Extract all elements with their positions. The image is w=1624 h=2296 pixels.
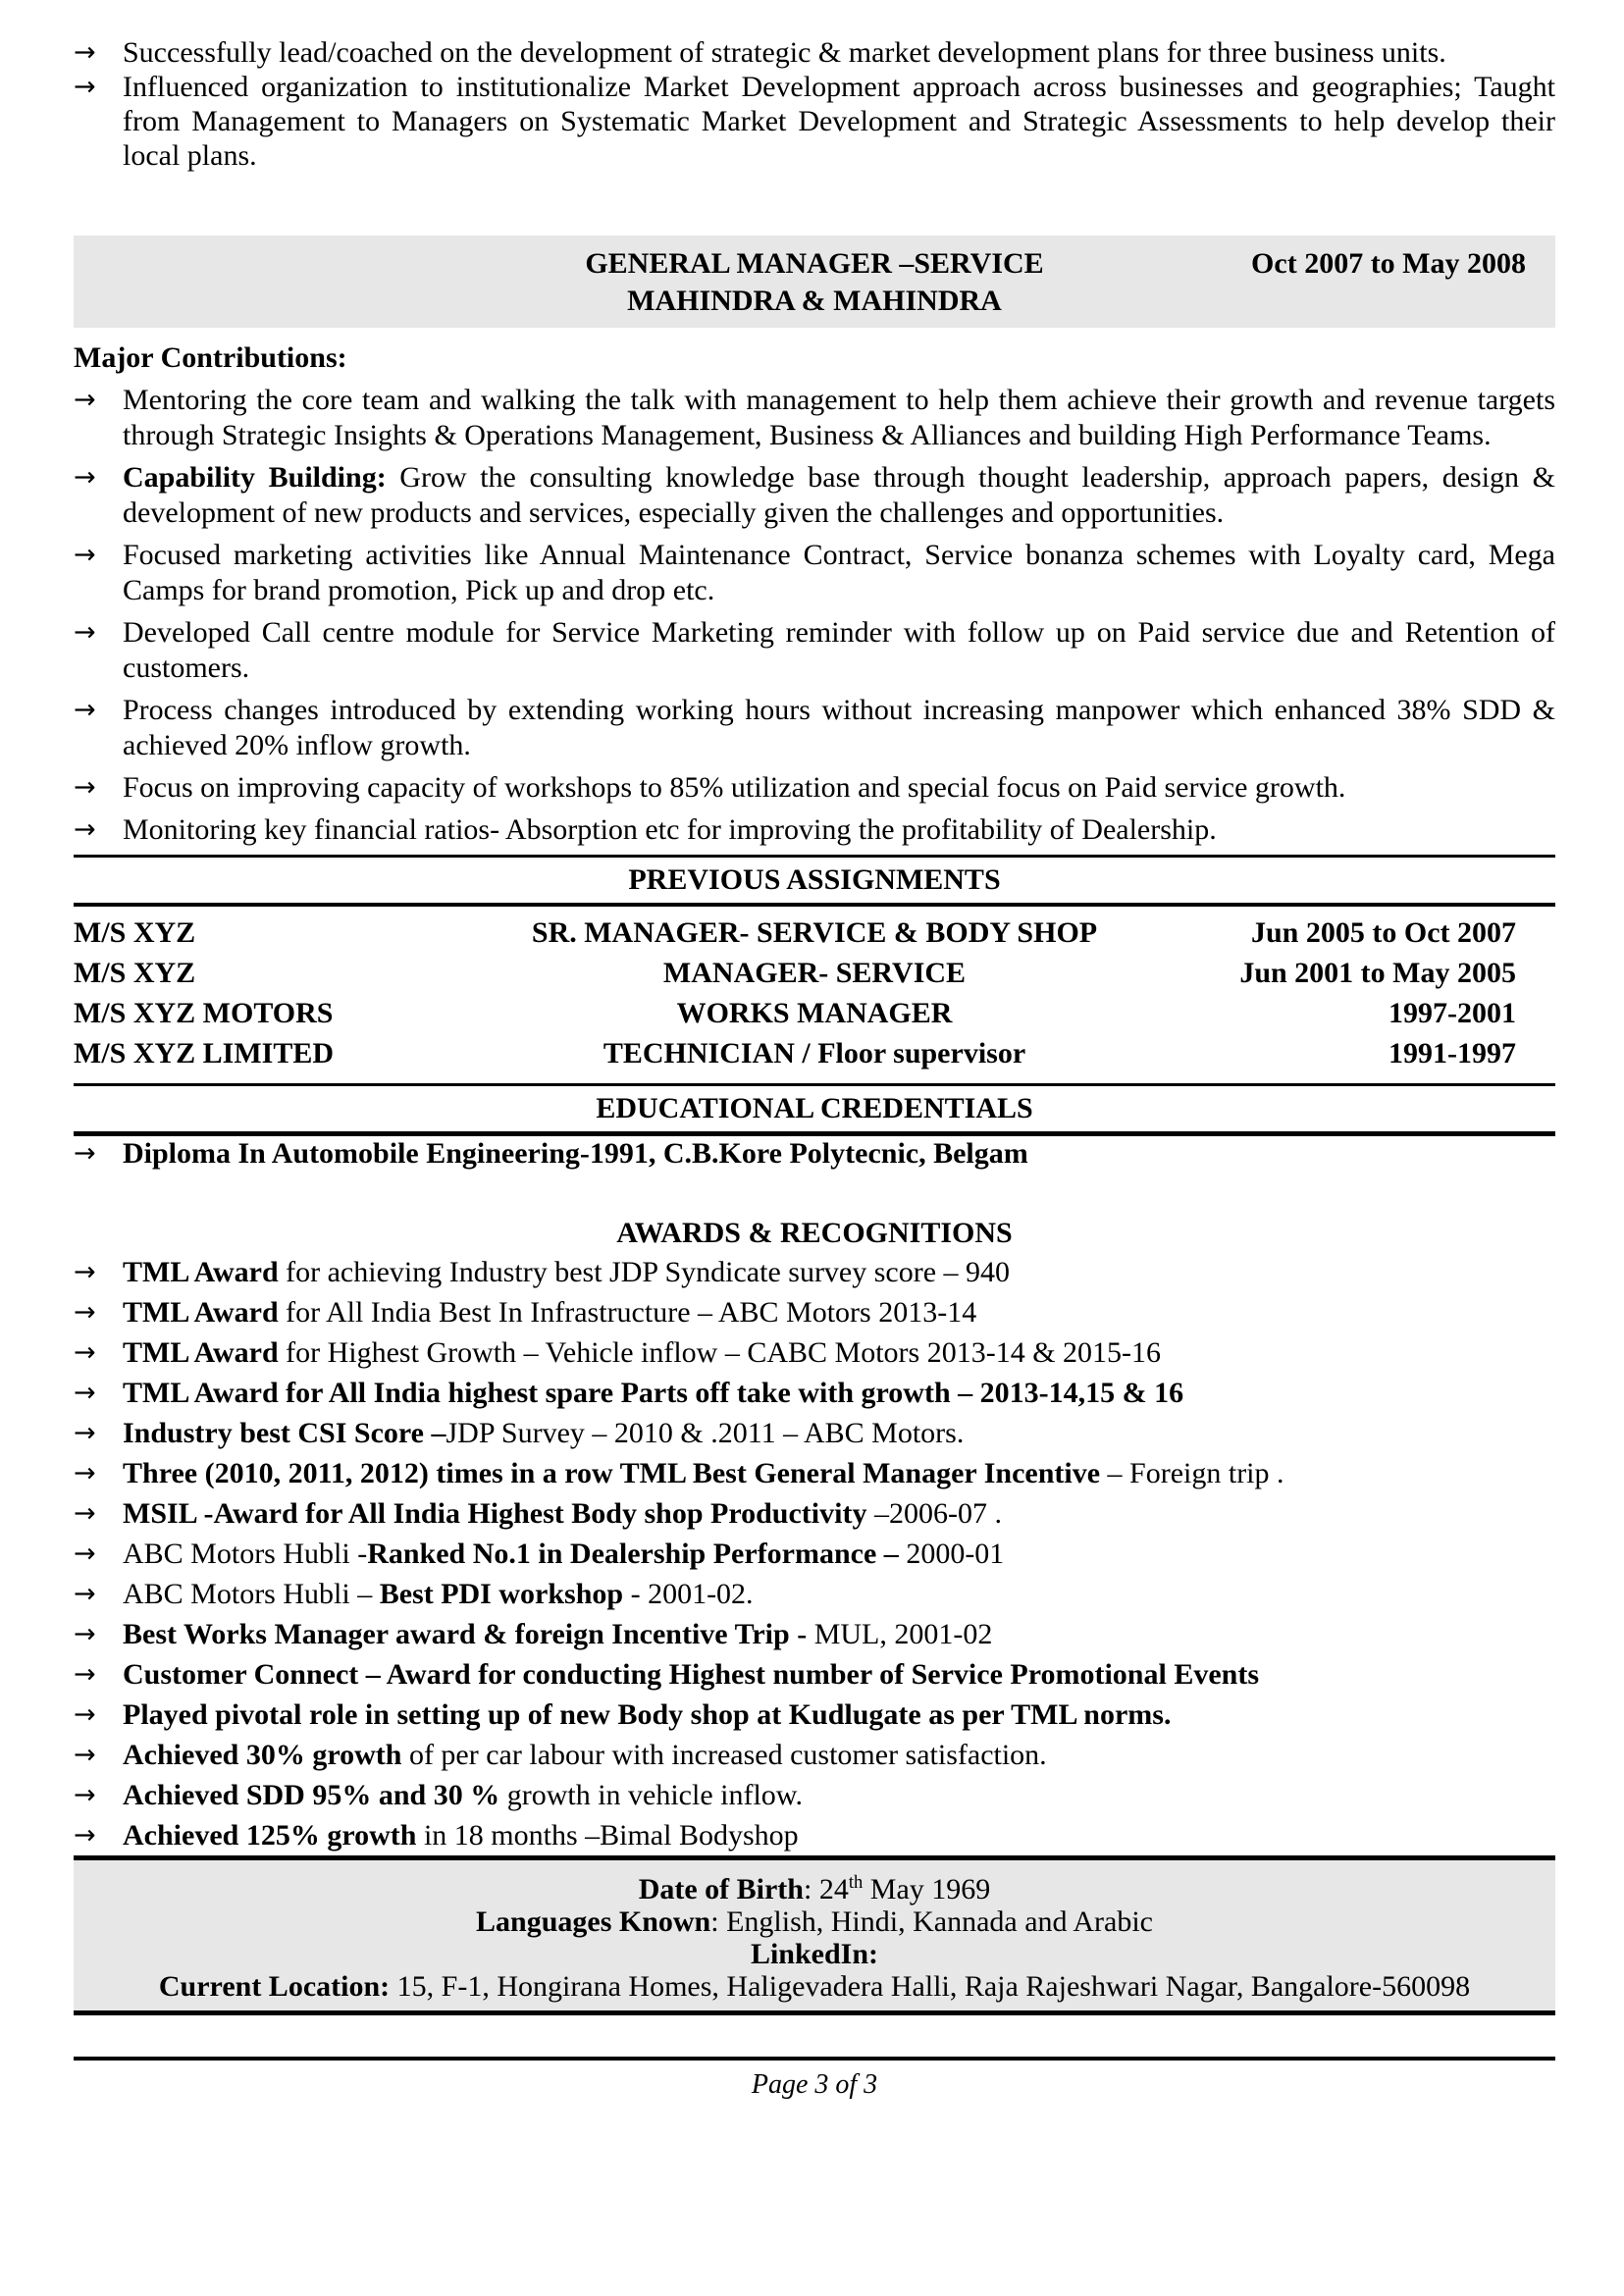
- text-segment: –2006-07 .: [866, 1497, 1002, 1530]
- list-item-text: [123, 1775, 1555, 1815]
- text-segment: ABC Motors Hubli -: [123, 1538, 368, 1570]
- awards-list: [74, 1252, 1555, 1855]
- contribution-bullet: [74, 538, 1555, 608]
- role-dates: Oct 2007 to May 2008: [1251, 247, 1526, 280]
- contribution-bullet: [74, 693, 1555, 763]
- text-segment: Developed Call centre module for Service Marketing reminder with follow up on Paid service due and Retention of customers.: [123, 616, 1555, 684]
- intro-bullet: [74, 70, 1555, 173]
- text-segment: : English, Hindi, Kannada and Arabic: [710, 1905, 1153, 1938]
- arrow-bullet-icon: →: [74, 1458, 96, 1488]
- intro-list: [74, 35, 1555, 173]
- award-bullet: [74, 1292, 1555, 1332]
- assignment-role: SR. MANAGER- SERVICE & BODY SHOP: [531, 916, 1098, 949]
- arrow-bullet-icon: →: [74, 1539, 96, 1569]
- contribution-bullet: [74, 383, 1555, 453]
- role-title: GENERAL MANAGER –SERVICE: [585, 247, 1044, 280]
- text-segment: in 18 months –Bimal Bodyshop: [416, 1819, 799, 1852]
- arrow-bullet-icon: →: [74, 1619, 96, 1649]
- text-segment: Achieved 125% growth: [123, 1819, 417, 1852]
- page-number: Page 3 of 3: [751, 2069, 878, 2100]
- assignments-table: [74, 907, 1555, 1083]
- text-segment: Grow the consulting knowledge base through thought leadership, approach papers, design & development of new products and services, especially given the challenges and opportunities.: [123, 461, 1555, 529]
- award-bullet: [74, 1775, 1555, 1815]
- list-item-text: [123, 693, 1555, 763]
- personal-info-block: [74, 1855, 1555, 2015]
- list-item-text: [123, 1292, 1555, 1332]
- list-item-text: [123, 1413, 1555, 1453]
- text-segment: TML Award for All India highest spare Parts off take with growth – 2013-14,15 & 16: [123, 1377, 1184, 1409]
- award-bullet: [74, 1332, 1555, 1373]
- award-bullet: [74, 1614, 1555, 1654]
- arrow-bullet-icon: →: [74, 1378, 96, 1408]
- text-segment: JDP Survey – 2010 & .2011 – ABC Motors.: [445, 1417, 965, 1449]
- assignment-role: MANAGER- SERVICE: [662, 957, 967, 989]
- text-segment: Capability Building:: [123, 461, 400, 494]
- arrow-bullet-icon: →: [74, 695, 96, 725]
- text-segment: Current Location:: [158, 1970, 391, 2003]
- text-segment: Successfully lead/coached on the development of strategic & market development plans for three business units.: [123, 36, 1446, 69]
- award-bullet: [74, 1493, 1555, 1534]
- award-bullet: [74, 1252, 1555, 1292]
- assignment-row: [74, 1033, 1555, 1073]
- major-contributions-heading: Major Contributions:: [74, 341, 347, 374]
- arrow-bullet-icon: →: [74, 385, 96, 415]
- list-item-text: [123, 1815, 1555, 1855]
- arrow-bullet-icon: →: [74, 814, 96, 845]
- major-contributions-list: [74, 383, 1555, 848]
- arrow-bullet-icon: →: [74, 1820, 96, 1851]
- list-item-text: [123, 1614, 1555, 1654]
- list-item-text: [123, 1493, 1555, 1534]
- arrow-bullet-icon: →: [74, 1780, 96, 1810]
- text-segment: Industry best CSI Score –: [123, 1417, 446, 1449]
- text-segment: Monitoring key financial ratios- Absorption etc for improving the profitability of Dealership.: [123, 813, 1217, 846]
- text-segment: 2000-01: [906, 1538, 1005, 1570]
- arrow-bullet-icon: →: [74, 72, 96, 102]
- list-item-text: [123, 1453, 1555, 1493]
- contribution-bullet: [74, 812, 1555, 848]
- list-item-text: [123, 1252, 1555, 1292]
- assignment-company: M/S XYZ: [74, 916, 196, 949]
- arrow-bullet-icon: →: [74, 1297, 96, 1328]
- previous-assignments-heading: PREVIOUS ASSIGNMENTS: [628, 863, 1001, 896]
- education-bullet: [74, 1136, 1555, 1172]
- text-segment: TML Award: [123, 1296, 279, 1329]
- arrow-bullet-icon: →: [74, 37, 96, 68]
- award-bullet: [74, 1735, 1555, 1775]
- assignment-role: TECHNICIAN / Floor supervisor: [602, 1037, 1026, 1070]
- list-item-text: [123, 1332, 1555, 1373]
- text-segment: for Highest Growth – Vehicle inflow – CABC Motors 2013-14 & 2015-16: [278, 1336, 1162, 1369]
- assignment-period: 1991-1997: [1388, 1037, 1516, 1070]
- text-segment: MSIL -Award for All India Highest Body shop Productivity: [123, 1497, 867, 1530]
- list-item-text: [123, 1695, 1555, 1735]
- arrow-bullet-icon: →: [74, 1138, 96, 1169]
- text-segment: LinkedIn:: [750, 1938, 879, 1970]
- text-segment: Played pivotal role in setting up of new Body shop at Kudlugate as per TML norms.: [123, 1698, 1172, 1731]
- arrow-bullet-icon: →: [74, 772, 96, 803]
- text-segment: : 24: [803, 1873, 849, 1905]
- text-segment: – Foreign trip .: [1100, 1457, 1284, 1489]
- list-item-text: [123, 1654, 1555, 1695]
- education-list: [74, 1136, 1555, 1172]
- text-segment: Influenced organization to institutionalize Market Development approach across businesses and geographies; Taught from Management to Managers on Systematic Market Development and Strategic Assessments to help develop their local plans.: [123, 71, 1555, 172]
- personal-info-line: [74, 1866, 1555, 1905]
- award-bullet: [74, 1534, 1555, 1574]
- assignment-company: M/S XYZ: [74, 957, 196, 989]
- role-header-band: [74, 235, 1555, 328]
- arrow-bullet-icon: →: [74, 1699, 96, 1730]
- text-segment: Three (2010, 2011, 2012) times in a row TML Best General Manager Incentive: [123, 1457, 1101, 1489]
- text-segment: - 2001-02.: [623, 1578, 754, 1610]
- text-segment: ABC Motors Hubli –: [123, 1578, 380, 1610]
- text-segment: Languages Known: [476, 1905, 711, 1938]
- text-segment: for All India Best In Infrastructure – ABC Motors 2013-14: [278, 1296, 977, 1329]
- arrow-bullet-icon: →: [74, 462, 96, 493]
- list-item-text: [123, 1136, 1555, 1172]
- text-segment: MUL, 2001-02: [813, 1618, 993, 1650]
- arrow-bullet-icon: →: [74, 1740, 96, 1770]
- text-segment: th: [848, 1872, 864, 1893]
- contribution-bullet: [74, 460, 1555, 531]
- assignment-row: [74, 953, 1555, 993]
- text-segment: growth in vehicle inflow.: [499, 1779, 804, 1811]
- text-segment: Best PDI workshop: [379, 1578, 624, 1610]
- personal-info-line: [74, 1970, 1555, 2003]
- text-segment: TML Award: [123, 1336, 279, 1369]
- text-segment: Ranked No.1 in Dealership Performance –: [367, 1538, 907, 1570]
- list-item-text: [123, 1735, 1555, 1775]
- text-segment: Process changes introduced by extending working hours without increasing manpower which enhanced 38% SDD & achieved 20% inflow growth.: [123, 694, 1555, 761]
- assignment-company: M/S XYZ MOTORS: [74, 997, 334, 1029]
- arrow-bullet-icon: →: [74, 1498, 96, 1529]
- personal-info-line: [74, 1905, 1555, 1938]
- list-item-text: [123, 1534, 1555, 1574]
- educational-credentials-heading: EDUCATIONAL CREDENTIALS: [596, 1092, 1033, 1124]
- footer-divider-rule: [74, 2057, 1555, 2061]
- arrow-bullet-icon: →: [74, 1418, 96, 1448]
- contribution-bullet: [74, 615, 1555, 686]
- award-bullet: [74, 1574, 1555, 1614]
- award-bullet: [74, 1373, 1555, 1413]
- assignment-period: Jun 2001 to May 2005: [1239, 957, 1516, 989]
- text-segment: Achieved 30% growth: [123, 1739, 402, 1771]
- text-segment: Date of Birth: [638, 1873, 804, 1905]
- award-bullet: [74, 1815, 1555, 1855]
- arrow-bullet-icon: →: [74, 540, 96, 570]
- list-item-text: [123, 70, 1555, 173]
- text-segment: 15, F-1, Hongirana Homes, Haligevadera Halli, Raja Rajeshwari Nagar, Bangalore-560098: [390, 1970, 1471, 2003]
- arrow-bullet-icon: →: [74, 1337, 96, 1368]
- arrow-bullet-icon: →: [74, 1257, 96, 1287]
- intro-bullet: [74, 35, 1555, 70]
- text-segment: Mentoring the core team and walking the talk with management to help them achieve their growth and revenue targets through Strategic Insights & Operations Management, Business & Alliances and building High Performance Teams.: [123, 384, 1555, 451]
- award-bullet: [74, 1654, 1555, 1695]
- arrow-bullet-icon: →: [74, 1659, 96, 1690]
- award-bullet: [74, 1453, 1555, 1493]
- text-segment: Focus on improving capacity of workshops to 85% utilization and special focus on Paid service growth.: [123, 771, 1346, 804]
- text-segment: May 1969: [863, 1873, 991, 1905]
- award-bullet: [74, 1413, 1555, 1453]
- contribution-bullet: [74, 770, 1555, 806]
- list-item-text: [123, 1373, 1555, 1413]
- text-segment: Focused marketing activities like Annual Maintenance Contract, Service bonanza schemes with Loyalty card, Mega Camps for brand promotion, Pick up and drop etc.: [123, 539, 1555, 606]
- text-segment: Diploma In Automobile Engineering-1991, C.B.Kore Polytecnic, Belgam: [123, 1137, 1028, 1170]
- text-segment: Best Works Manager award & foreign Incentive Trip -: [123, 1618, 814, 1650]
- text-segment: TML Award: [123, 1256, 279, 1288]
- arrow-bullet-icon: →: [74, 1579, 96, 1609]
- assignment-row: [74, 993, 1555, 1033]
- assignment-role: WORKS MANAGER: [676, 997, 953, 1029]
- assignment-period: 1997-2001: [1388, 997, 1516, 1029]
- award-bullet: [74, 1695, 1555, 1735]
- personal-info-line: [74, 1938, 1555, 1970]
- list-item-text: [123, 35, 1555, 70]
- list-item-text: [123, 615, 1555, 686]
- list-item-text: [123, 812, 1555, 848]
- arrow-bullet-icon: →: [74, 617, 96, 648]
- awards-heading: AWARDS & RECOGNITIONS: [616, 1217, 1013, 1249]
- text-segment: Achieved SDD 95% and 30 %: [123, 1779, 500, 1811]
- assignment-period: Jun 2005 to Oct 2007: [1251, 916, 1516, 949]
- list-item-text: [123, 538, 1555, 608]
- list-item-text: [123, 770, 1555, 806]
- list-item-text: [123, 383, 1555, 453]
- assignment-row: [74, 913, 1555, 953]
- list-item-text: [123, 460, 1555, 531]
- text-segment: Customer Connect – Award for conducting Highest number of Service Promotional Events: [123, 1658, 1260, 1691]
- list-item-text: [123, 1574, 1555, 1614]
- text-segment: of per car labour with increased customer satisfaction.: [401, 1739, 1047, 1771]
- text-segment: for achieving Industry best JDP Syndicate survey score – 940: [278, 1256, 1011, 1288]
- assignment-company: M/S XYZ LIMITED: [74, 1037, 335, 1070]
- role-company: MAHINDRA & MAHINDRA: [627, 285, 1002, 317]
